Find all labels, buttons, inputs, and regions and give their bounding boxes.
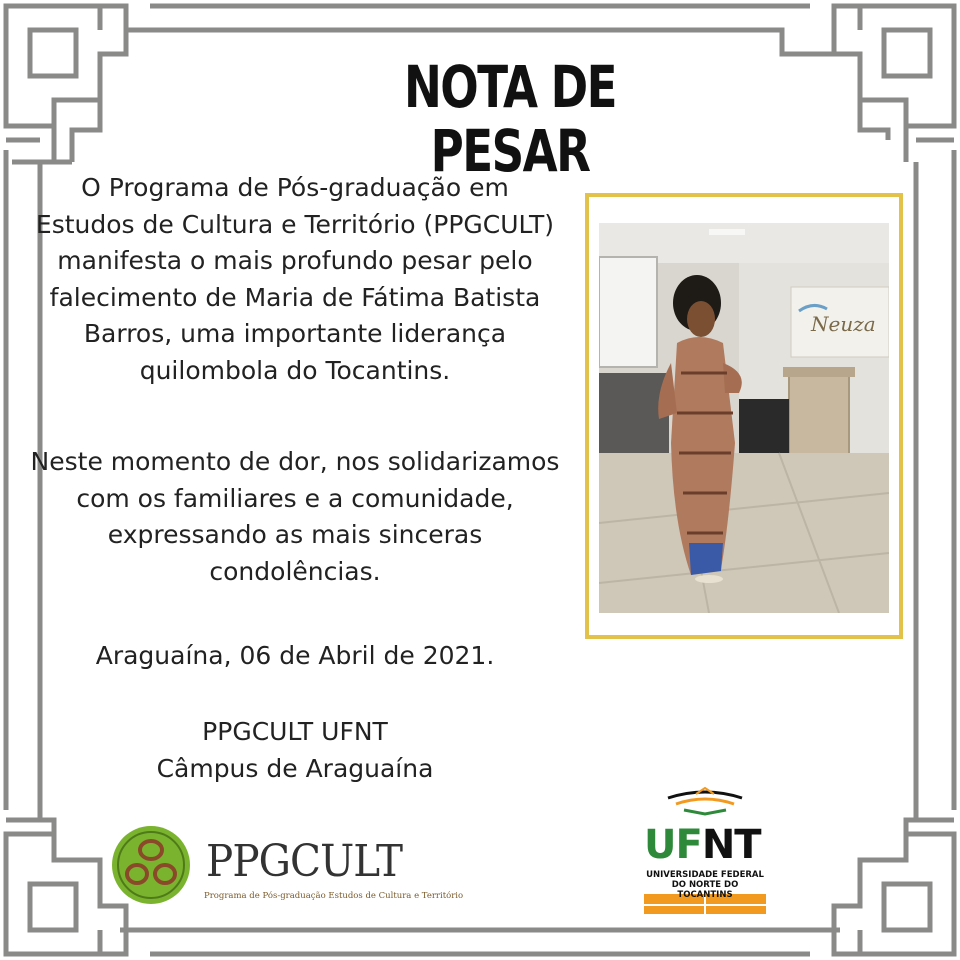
ppgcult-emblem-icon [110,824,192,906]
signature [30,714,560,787]
photo-frame [585,193,903,639]
ppgcult-logo [108,824,464,904]
ufnt-line-2: DO NORTE DO TOCANTINS [671,880,739,900]
date-line: Araguaína, 06 de Abril de 2021. [95,641,495,670]
ufnt-uf: UF [644,822,702,868]
ufnt-nt: NT [701,822,761,868]
ppgcult-name: PPGCULT [206,836,403,887]
ufnt-line-1: UNIVERSIDADE FEDERAL [646,870,764,880]
ufnt-logo [640,784,770,916]
signature-line-2: Câmpus de Araguaína [156,753,434,783]
banner-text: Neuza [811,312,876,336]
condolence-paragraph: O Programa de Pós-graduação em Estudos de Cultura e Território (PPGCULT) manifesta o mais profundo pesar pelo falecimento de Maria de Fátima Batista Barros, uma importante liderança quilombola do Tocantins. [35,173,555,385]
solidarity-paragraph: Neste momento de dor, nos solidarizamos com os familiares e a comunidade, expressando as mais sinceras condolências. [30,447,560,586]
portrait-photo [599,223,889,613]
ufnt-wordmark [644,822,761,868]
page-title: NOTA DE PESAR [404,53,616,185]
ppgcult-subtitle: Programa de Pós-graduação Estudos de Cultura e Território [204,891,464,901]
signature-line-1: PPGCULT UFNT [202,717,388,746]
